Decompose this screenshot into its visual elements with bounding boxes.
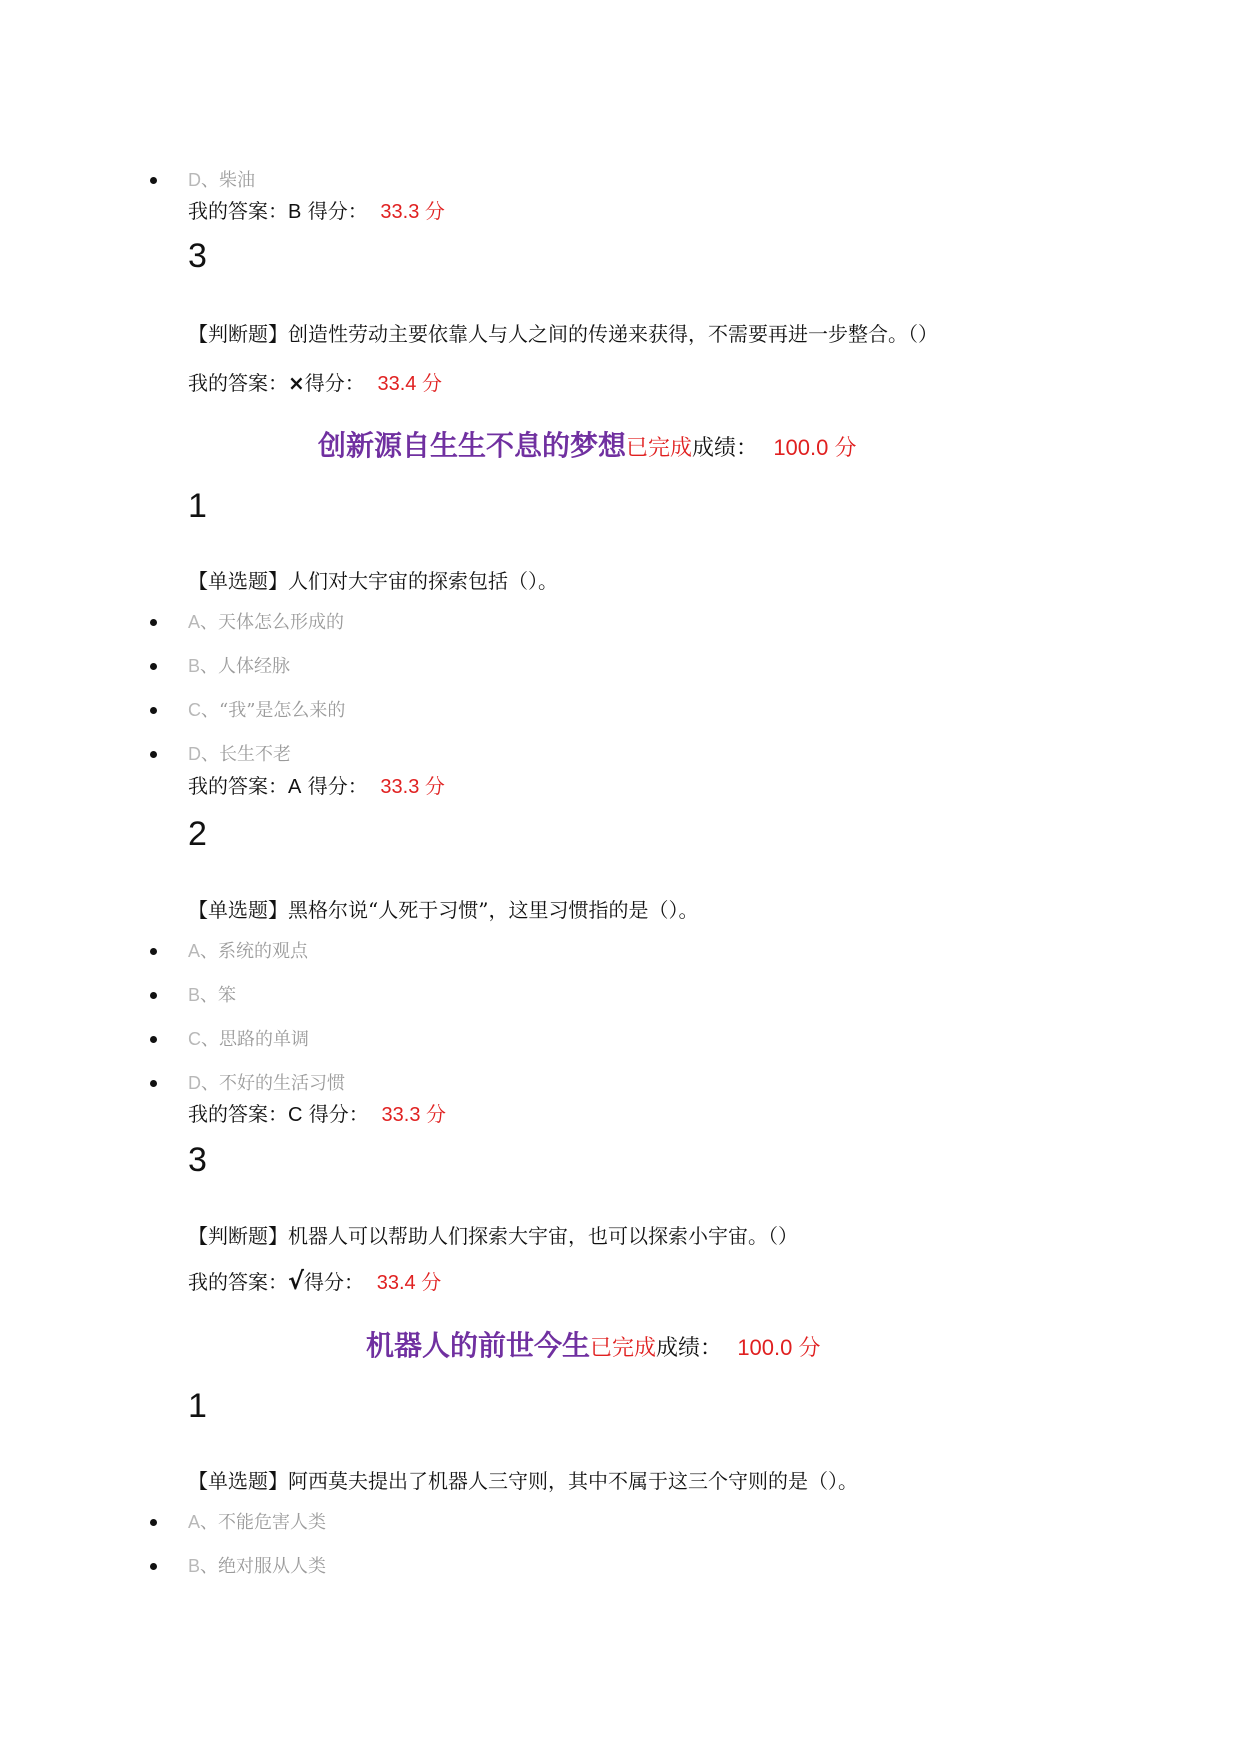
score-value: 33.4 分 bbox=[377, 373, 442, 395]
list-bullet bbox=[150, 707, 157, 714]
score-value: 33.4 分 bbox=[376, 1272, 442, 1294]
option-separator: 、 bbox=[201, 1073, 219, 1094]
question-text: 【单选题】黑格尔说“人死于习惯”，这里习惯指的是（）。 bbox=[188, 898, 699, 922]
section-status: 已完成 bbox=[590, 1336, 657, 1361]
option-separator: 、 bbox=[200, 1556, 219, 1577]
section-header bbox=[318, 424, 856, 464]
score-value: 33.3 分 bbox=[380, 201, 445, 223]
section-status: 已完成 bbox=[626, 436, 693, 461]
option-c bbox=[188, 696, 345, 722]
score-label: 得分： bbox=[304, 1270, 365, 1294]
score-label: 得分： bbox=[302, 1102, 369, 1126]
section-score-label: 成绩： bbox=[656, 1336, 723, 1361]
check-mark-icon: √ bbox=[288, 1267, 305, 1295]
option-text: 长生不老 bbox=[219, 744, 291, 765]
option-letter: C bbox=[188, 700, 201, 720]
option-separator: 、 bbox=[200, 985, 219, 1006]
option-separator: 、 bbox=[201, 744, 219, 765]
option-a bbox=[188, 937, 308, 963]
question-number: 1 bbox=[188, 487, 207, 525]
answer-line bbox=[188, 1266, 441, 1295]
section-score: 100.0 分 bbox=[737, 1335, 821, 1360]
option-letter: A bbox=[188, 941, 201, 961]
answer-value: A bbox=[288, 776, 302, 798]
question-number: 1 bbox=[188, 1387, 207, 1425]
section-score-label: 成绩： bbox=[692, 436, 759, 461]
option-a bbox=[188, 608, 344, 634]
option-letter: C bbox=[188, 1029, 201, 1049]
option-text: 柴油 bbox=[219, 170, 255, 191]
question-number: 3 bbox=[188, 1141, 207, 1179]
score-value: 33.3 分 bbox=[380, 776, 445, 798]
section-score: 100.0 分 bbox=[773, 435, 857, 460]
question-text: 【单选题】阿西莫夫提出了机器人三守则，其中不属于这三个守则的是（）。 bbox=[188, 1469, 858, 1493]
question-text: 【判断题】创造性劳动主要依靠人与人之间的传递来获得，不需要再进一步整合。（） bbox=[188, 322, 938, 346]
list-bullet bbox=[150, 619, 157, 626]
option-separator: 、 bbox=[200, 612, 219, 633]
score-label: 得分： bbox=[301, 774, 368, 798]
option-letter: D bbox=[188, 1073, 201, 1093]
option-a bbox=[188, 1508, 326, 1534]
option-d bbox=[188, 166, 255, 192]
list-bullet bbox=[150, 1036, 157, 1043]
option-text: “我”是怎么来的 bbox=[219, 700, 346, 721]
question-number: 3 bbox=[188, 237, 207, 275]
option-c bbox=[188, 1025, 309, 1051]
section-header bbox=[366, 1324, 820, 1364]
option-letter: A bbox=[188, 612, 201, 632]
cross-mark-icon: × bbox=[288, 371, 305, 395]
score-value: 33.3 分 bbox=[381, 1104, 447, 1126]
option-text: 笨 bbox=[218, 985, 237, 1006]
score-label: 得分： bbox=[304, 371, 365, 395]
option-text: 系统的观点 bbox=[218, 941, 309, 962]
option-text: 思路的单调 bbox=[219, 1029, 309, 1050]
score-label: 得分： bbox=[301, 199, 368, 223]
answer-line bbox=[188, 1098, 446, 1127]
option-d bbox=[188, 740, 291, 766]
option-letter: D bbox=[188, 744, 201, 764]
option-text: 人体经脉 bbox=[218, 656, 291, 677]
answer-label: 我的答案： bbox=[188, 199, 288, 223]
question-text: 【判断题】机器人可以帮助人们探索大宇宙，也可以探索小宇宙。（） bbox=[188, 1224, 798, 1248]
option-b bbox=[188, 652, 290, 678]
list-bullet bbox=[150, 1563, 157, 1570]
answer-label: 我的答案： bbox=[188, 1270, 288, 1294]
section-title: 创新源自生生不息的梦想 bbox=[318, 429, 627, 462]
question-number: 2 bbox=[188, 815, 207, 853]
list-bullet bbox=[150, 948, 157, 955]
list-bullet bbox=[150, 1519, 157, 1526]
option-letter: A bbox=[188, 1512, 201, 1532]
list-bullet bbox=[150, 663, 157, 670]
option-b bbox=[188, 1552, 326, 1578]
list-bullet bbox=[150, 177, 157, 184]
option-d bbox=[188, 1069, 345, 1095]
option-text: 不能危害人类 bbox=[218, 1512, 327, 1533]
option-separator: 、 bbox=[201, 1029, 219, 1050]
answer-label: 我的答案： bbox=[188, 371, 288, 395]
option-separator: 、 bbox=[201, 700, 219, 721]
answer-value: C bbox=[288, 1104, 303, 1126]
option-text: 不好的生活习惯 bbox=[219, 1073, 345, 1094]
option-separator: 、 bbox=[200, 1512, 219, 1533]
answer-label: 我的答案： bbox=[188, 1102, 288, 1126]
option-letter: B bbox=[188, 656, 201, 676]
question-text: 【单选题】人们对大宇宙的探索包括（）。 bbox=[188, 569, 558, 593]
answer-value: B bbox=[288, 201, 302, 223]
answer-line bbox=[188, 195, 445, 224]
answer-line bbox=[188, 367, 442, 396]
option-letter: D bbox=[188, 170, 201, 190]
option-separator: 、 bbox=[201, 170, 219, 191]
list-bullet bbox=[150, 992, 157, 999]
section-title: 机器人的前世今生 bbox=[366, 1329, 591, 1362]
list-bullet bbox=[150, 751, 157, 758]
option-letter: B bbox=[188, 985, 201, 1005]
option-separator: 、 bbox=[200, 656, 219, 677]
option-separator: 、 bbox=[200, 941, 219, 962]
answer-line bbox=[188, 770, 445, 799]
list-bullet bbox=[150, 1080, 157, 1087]
option-b bbox=[188, 981, 236, 1007]
option-text: 绝对服从人类 bbox=[218, 1556, 327, 1577]
option-letter: B bbox=[188, 1556, 201, 1576]
answer-label: 我的答案： bbox=[188, 774, 288, 798]
option-text: 天体怎么形成的 bbox=[218, 612, 345, 633]
